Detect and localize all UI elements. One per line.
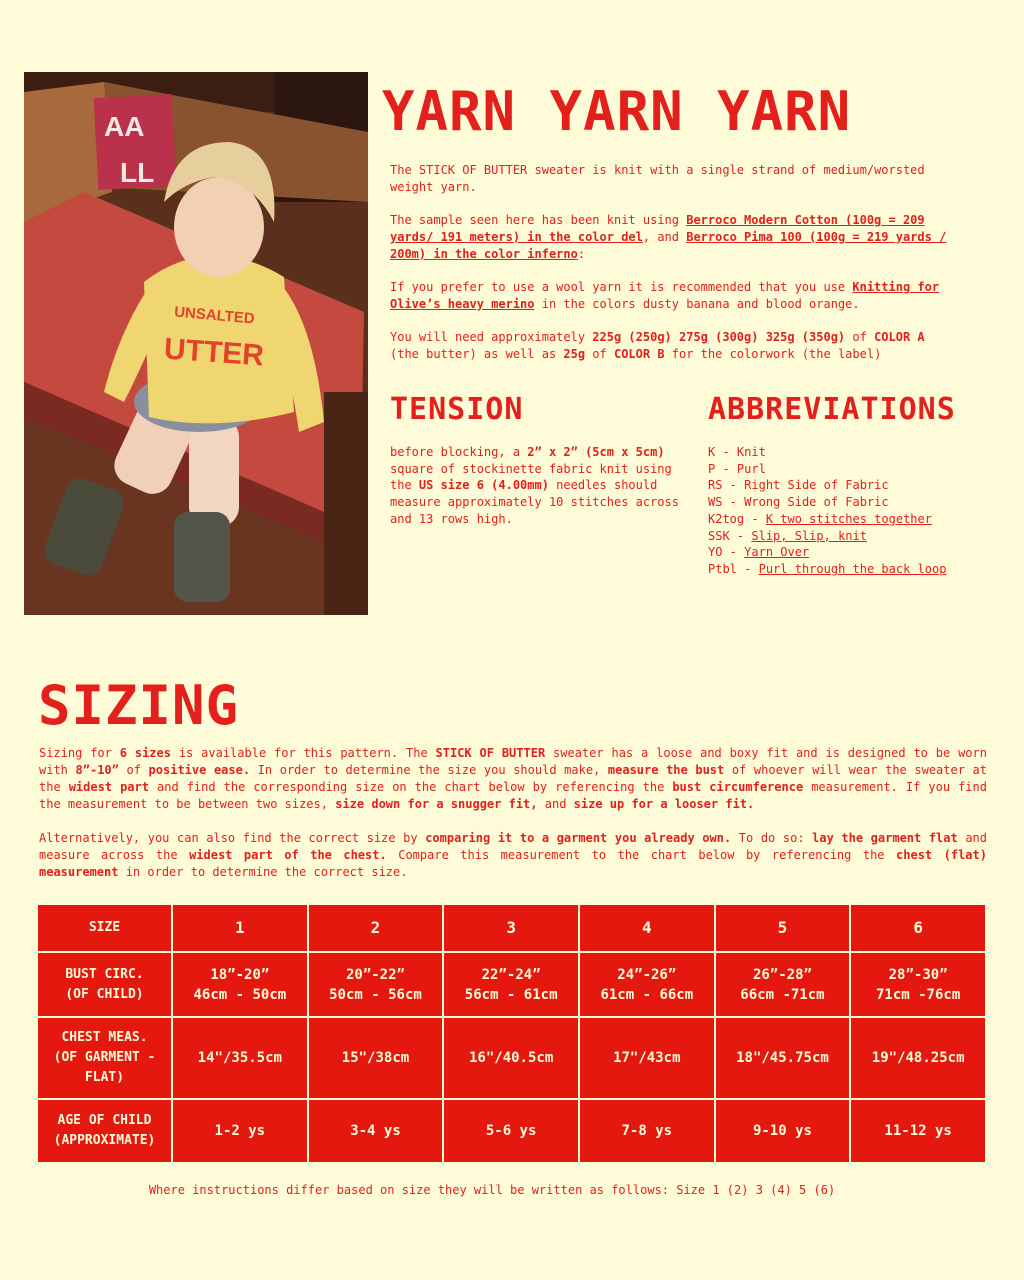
- table-cell: 5-6 ys: [443, 1099, 579, 1163]
- sweater-text-top: UNSALTED: [173, 303, 256, 328]
- size-header-row: [37, 904, 986, 952]
- abbreviation-item: [708, 561, 1008, 578]
- emphasis-text: size up for a looser fit.: [573, 797, 755, 811]
- abbreviation-item: [708, 511, 1008, 528]
- yarn-paragraph-1: The STICK OF BUTTER sweater is knit with a single strand of medium/worsted weight yarn.: [390, 163, 925, 194]
- table-cell: 18”-20” 46cm - 50cm: [172, 952, 308, 1017]
- emphasis-text: measure the bust: [607, 763, 725, 777]
- emphasis-text: lay the garment flat: [812, 831, 958, 845]
- body-text: is available for this pattern. The: [170, 746, 436, 760]
- sign-text-bottom: LL: [120, 157, 155, 188]
- emphasis-text: widest part of the chest.: [189, 848, 387, 862]
- table-cell: 15"/38cm: [308, 1017, 444, 1099]
- table-cell: 16"/40.5cm: [443, 1017, 579, 1099]
- abbreviation-code: SSK: [708, 528, 730, 543]
- sizing-paragraph-1: [39, 745, 987, 813]
- table-cell: 19"/48.25cm: [850, 1017, 986, 1099]
- table-cell: 7-8 ys: [579, 1099, 715, 1163]
- emphasis-text: positive ease.: [148, 763, 251, 777]
- abbreviation-code: WS: [708, 495, 723, 510]
- abbreviation-code: P: [708, 461, 716, 476]
- table-cell: 9-10 ys: [715, 1099, 851, 1163]
- size-table: [36, 903, 987, 1164]
- berroco-pima-link[interactable]: Berroco Pima 100 (100g = 219 yards / 200m) in the color inferno: [390, 229, 947, 261]
- abbreviation-code: K2tog: [708, 511, 745, 526]
- size-header-cell: 3: [443, 904, 579, 952]
- abbreviation-separator: -: [729, 528, 752, 543]
- body-text: measurement. If you find the measurement to be between two sizes,: [39, 780, 987, 811]
- table-cell: 14"/35.5cm: [172, 1017, 308, 1099]
- yarn-description: [390, 162, 950, 379]
- emphasis-text: bust circumference: [672, 780, 804, 794]
- age-row: [37, 1099, 986, 1163]
- abbreviation-separator: -: [715, 445, 737, 459]
- table-cell: 11-12 ys: [850, 1099, 986, 1163]
- table-cell: 3-4 ys: [308, 1099, 444, 1163]
- table-cell: 17"/43cm: [579, 1017, 715, 1099]
- abbreviation-meaning: Purl: [736, 461, 766, 476]
- abbreviations-list: [708, 444, 1008, 578]
- body-text: and: [537, 797, 574, 811]
- emphasis-text: 8”-10”: [75, 763, 119, 777]
- abbreviations-title: ABBREVIATIONS: [708, 392, 956, 427]
- body-text: and measure across the: [39, 831, 987, 862]
- chest-meas-row: [37, 1017, 986, 1099]
- table-cell: 22”-24” 56cm - 61cm: [443, 952, 579, 1017]
- yarn-paragraph-2: The sample seen here has been knit using Berroco Modern Cotton (100g = 209 yards/ 191 meters) in the color del, and Berroco Pima 100 (100g = 219 yards / 200m) in the color inferno:: [390, 213, 947, 261]
- size-header-cell: 1: [172, 904, 308, 952]
- size-header-cell: 4: [579, 904, 715, 952]
- body-text: and find the corresponding size on the chart below by referencing the: [148, 780, 673, 794]
- emphasis-text: widest part: [68, 780, 149, 794]
- berroco-modern-cotton-link[interactable]: Berroco Modern Cotton (100g = 209 yards/ 191 meters) in the color del: [390, 213, 925, 244]
- table-cell: 20”-22” 50cm - 56cm: [308, 952, 444, 1017]
- body-text: Compare this measurement to the chart below by referencing the: [386, 848, 897, 862]
- abbreviation-meaning: Knit: [736, 445, 766, 459]
- body-text: Alternatively, you can also find the correct size by: [39, 831, 426, 845]
- bust-circ-label: BUST CIRC. (OF CHILD): [37, 952, 172, 1017]
- table-cell: 24”-26” 61cm - 66cm: [579, 952, 715, 1017]
- tension-title: TENSION: [390, 392, 524, 427]
- body-text: In order to determine the size you should make,: [250, 763, 608, 777]
- bust-circ-row: [37, 952, 986, 1017]
- knitting-for-olive-link[interactable]: Knitting for Olive’s heavy merino: [390, 279, 940, 311]
- abbreviation-link[interactable]: Yarn Over: [744, 545, 810, 560]
- body-text: Sizing for: [39, 746, 120, 760]
- size-header-cell: 5: [715, 904, 851, 952]
- chest-meas-label: CHEST MEAS. (OF GARMENT - FLAT): [37, 1017, 172, 1099]
- abbreviation-item: [708, 444, 1008, 461]
- emphasis-text: 6 sizes: [119, 746, 171, 760]
- yarn-paragraph-4: You will need approximately 225g (250g) 275g (300g) 325g (350g) of COLOR A (the butter) as well as 25g of COLOR B for the colorwork (the label): [390, 329, 925, 361]
- abbreviation-separator: -: [744, 511, 766, 526]
- abbreviation-separator: -: [722, 478, 745, 493]
- abbreviation-code: K: [708, 445, 716, 459]
- body-text: To do so:: [731, 831, 813, 845]
- size-header-cell: 6: [850, 904, 986, 952]
- abbreviation-code: Ptbl: [708, 561, 737, 576]
- body-text: in order to determine the correct size.: [118, 865, 408, 879]
- yarn-title: YARN YARN YARN: [382, 80, 852, 143]
- body-text: sweater has a loose and boxy fit and is designed to be worn with: [39, 746, 987, 777]
- abbreviation-separator: -: [715, 461, 737, 476]
- abbreviation-meaning: Wrong Side of Fabric: [744, 495, 889, 510]
- emphasis-text: comparing it to a garment you already own.: [425, 831, 732, 845]
- abbreviation-meaning: Right Side of Fabric: [744, 478, 889, 493]
- table-cell: 28”-30” 71cm -76cm: [850, 952, 986, 1017]
- abbreviation-link[interactable]: Slip, Slip, knit: [751, 528, 867, 543]
- abbreviation-separator: -: [736, 561, 759, 576]
- size-header-label: SIZE: [37, 904, 172, 952]
- abbreviation-item: [708, 544, 1008, 561]
- abbreviation-item: [708, 461, 1008, 478]
- abbreviation-item: [708, 477, 1008, 494]
- sizing-description: [39, 745, 987, 898]
- body-text: of: [118, 763, 149, 777]
- abbreviation-code: RS: [708, 478, 723, 493]
- abbreviation-code: YO: [708, 545, 723, 560]
- table-cell: 1-2 ys: [172, 1099, 308, 1163]
- child-photo: [24, 72, 368, 615]
- sweater-text-bottom: UTTER: [162, 332, 265, 373]
- sizing-title: SIZING: [38, 674, 240, 737]
- emphasis-text: chest (flat) measurement: [39, 848, 987, 879]
- abbreviation-item: [708, 528, 1008, 545]
- sign-text-top: AA: [104, 111, 145, 142]
- abbreviation-link[interactable]: Purl through the back loop: [758, 561, 947, 576]
- abbreviation-item: [708, 494, 1008, 511]
- sizing-paragraph-2: [39, 830, 987, 881]
- yarn-paragraph-3: If you prefer to use a wool yarn it is recommended that you use Knitting for Olive’s heavy merino in the colors dusty banana and blood orange.: [390, 279, 940, 311]
- table-cell: 26”-28” 66cm -71cm: [715, 952, 851, 1017]
- age-label: AGE OF CHILD (APPROXIMATE): [37, 1099, 172, 1163]
- table-cell: 18"/45.75cm: [715, 1017, 851, 1099]
- body-text: of whoever will wear the sweater at the: [39, 763, 987, 794]
- abbreviation-separator: -: [722, 545, 745, 560]
- tension-description: before blocking, a 2” x 2” (5cm x 5cm) square of stockinette fabric knit using the US size 6 (4.00mm) needles should measure approximately 10 stitches across and 13 rows high.: [390, 445, 679, 526]
- emphasis-text: STICK OF BUTTER: [435, 746, 546, 760]
- size-notation-note: Where instructions differ based on size they will be written as follows: Size 1 (2) 3 (4) 5 (6): [148, 1183, 836, 1197]
- abbreviation-separator: -: [722, 495, 745, 510]
- size-header-cell: 2: [308, 904, 444, 952]
- emphasis-text: size down for a snugger fit,: [335, 797, 538, 811]
- abbreviation-link[interactable]: K two stitches together: [765, 511, 932, 526]
- photo-illustration: [24, 72, 368, 615]
